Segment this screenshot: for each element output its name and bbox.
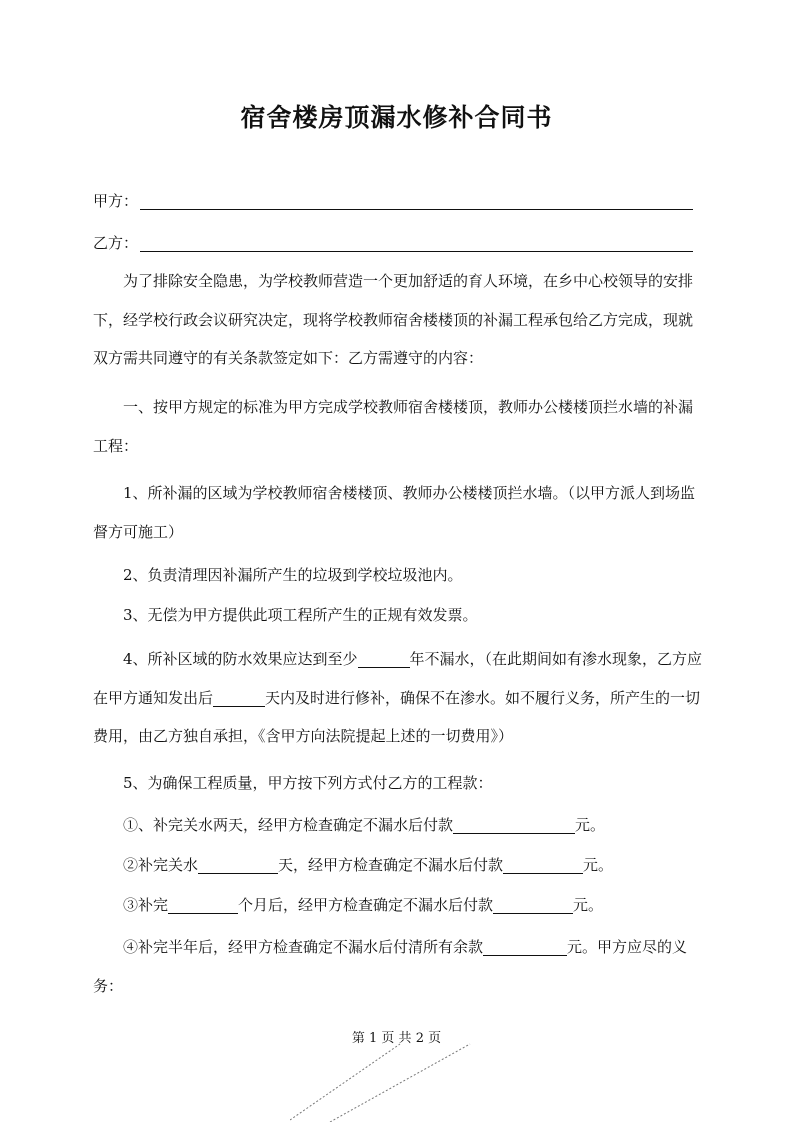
party-a-label: 甲方：: [93, 192, 139, 210]
item-3-paragraph: 3、无偿为甲方提供此项工程所产生的正规有效发票。: [123, 606, 478, 624]
payment-2-unit: 元。: [583, 856, 614, 874]
payment-3: [93, 886, 703, 925]
item-2-paragraph: 2、负责清理因补漏所产生的垃圾到学校垃圾池内。: [123, 566, 463, 584]
item-4-text-b: 年不漏水，（在此期间如有渗水现象，乙方应在甲方通知发出后: [93, 650, 703, 707]
page-footer: 第 1 页 共 2 页: [351, 1031, 442, 1046]
payment-3-amount-blank: [493, 897, 573, 914]
payment-3-text-a: ③补完: [123, 896, 169, 914]
payment-2-text-a: ②补完关水: [123, 856, 199, 874]
days-blank: [213, 690, 265, 707]
party-b-label: 乙方：: [93, 234, 139, 252]
item-5-paragraph: 5、为确保工程质量，甲方按下列方式付乙方的工程款：: [123, 774, 493, 792]
item-1-paragraph: 1、所补漏的区域为学校教师宿舍楼楼顶、教师办公楼楼顶拦水墙。（以甲方派人到场监督方可施工）: [93, 484, 696, 541]
section-1-paragraph: 一、按甲方规定的标准为甲方完成学校教师宿舍楼楼顶，教师办公楼楼顶拦水墙的补漏工程：: [93, 398, 694, 455]
payment-1: [93, 806, 703, 845]
payment-1-text: ①、补完关水两天，经甲方检查确定不漏水后付款: [123, 816, 454, 834]
item-4-paragraph: [93, 640, 703, 756]
watermark-decoration: [290, 1040, 490, 1122]
payment-2: [93, 846, 703, 885]
payment-3-text-b: 个月后，经甲方检查确定不漏水后付款: [238, 896, 494, 914]
payment-1-amount-blank: [453, 817, 575, 834]
party-a-blank: [140, 194, 693, 210]
payment-3-unit: 元。: [573, 896, 604, 914]
payment-4: [93, 928, 703, 1005]
payment-4-unit: 元。甲方应尽的义务：: [93, 938, 688, 995]
payment-4-text: ④补完半年后，经甲方检查确定不漏水后付清所有余款: [123, 938, 484, 956]
document-title: 宿舍楼房顶漏水修补合同书: [240, 103, 553, 132]
party-b-row: [93, 232, 693, 253]
intro-paragraph: 为了排除安全隐患，为学校教师营造一个更加舒适的育人环境，在乡中心校领导的安排下，经学校行政会议研究决定，现将学校教师宿舍楼楼顶的补漏工程承包给乙方完成，现就双方需共同遵守的有关条款签定如下：乙方需遵守的内容：: [93, 272, 694, 367]
payment-1-unit: 元。: [575, 816, 606, 834]
years-blank: [358, 651, 410, 668]
party-a-row: [93, 190, 693, 211]
payment-2-amount-blank: [503, 857, 583, 874]
item-4-text-c: 天内及时进行修补，确保不在渗水。如不履行义务，所产生的一切费用，由乙方独自承担，《含甲方向法院提起上述的一切费用》）: [93, 688, 701, 745]
payment-3-months-blank: [168, 897, 238, 914]
payment-2-text-b: 天，经甲方检查确定不漏水后付款: [278, 856, 504, 874]
party-b-blank: [140, 236, 693, 252]
payment-2-days-blank: [198, 857, 278, 874]
payment-4-amount-blank: [483, 939, 567, 956]
item-4-text-a: 4、所补区域的防水效果应达到至少: [123, 650, 358, 668]
